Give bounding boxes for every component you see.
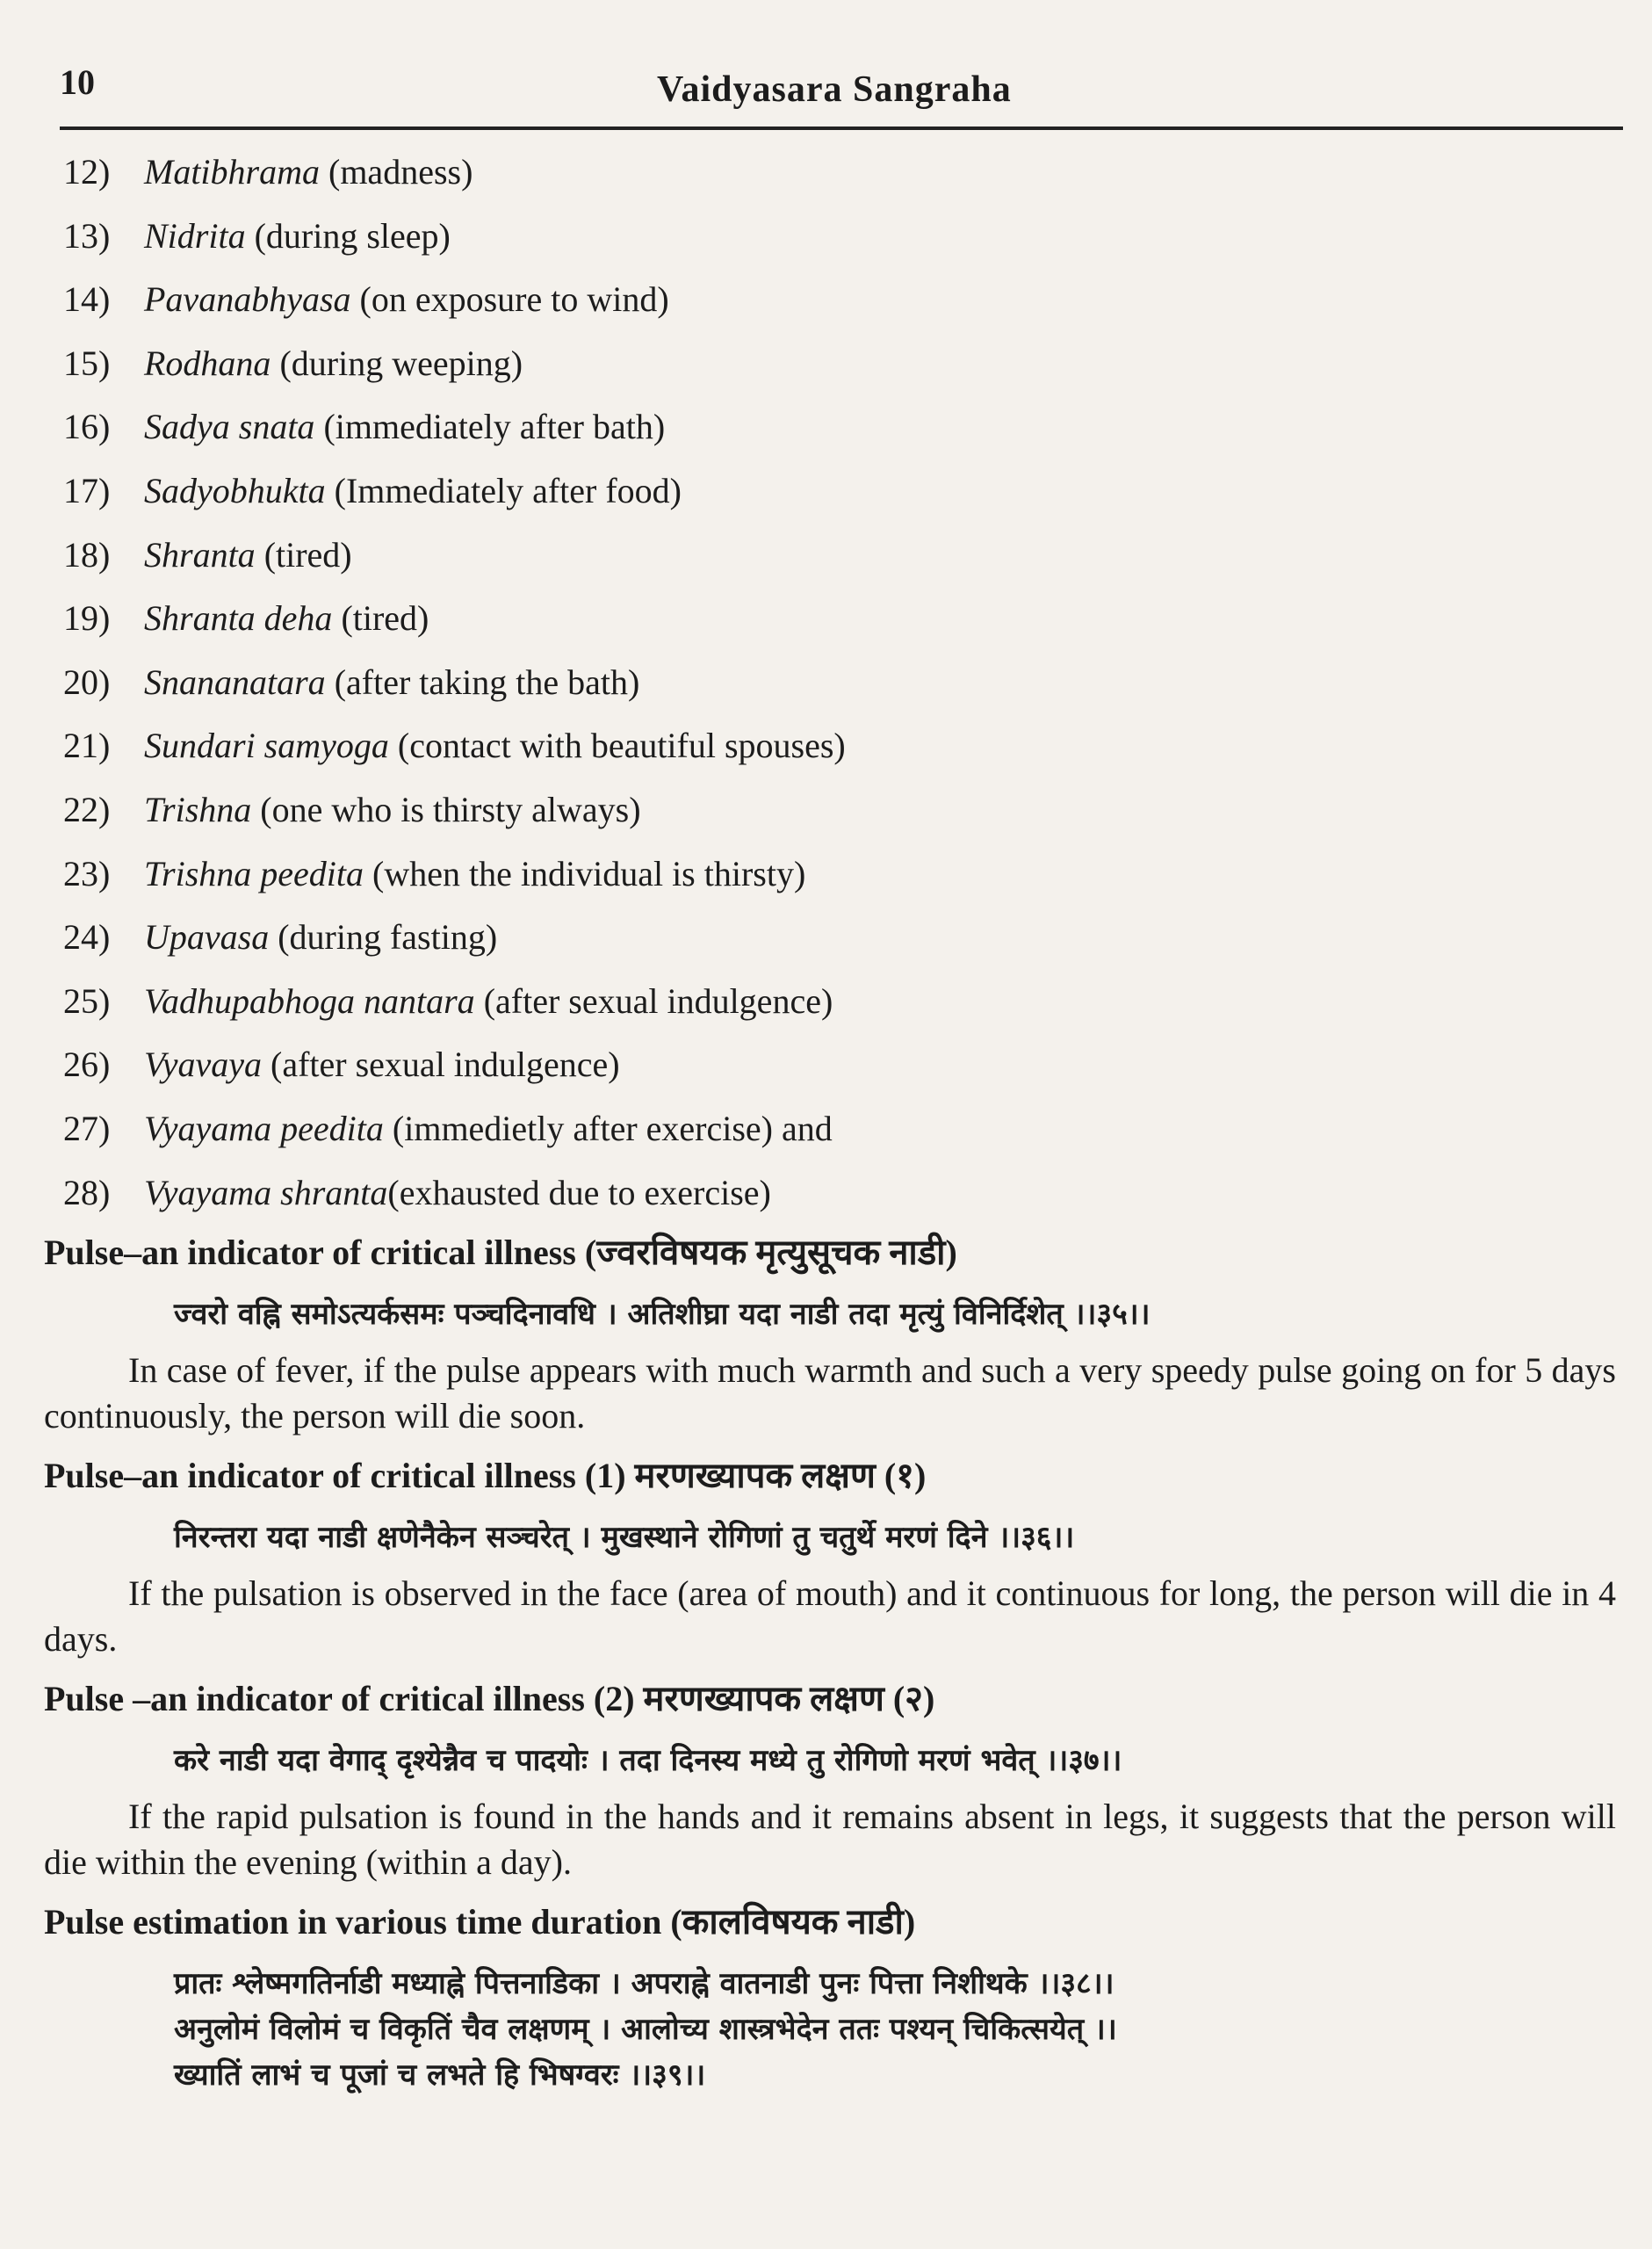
list-item-term: Sadya snata xyxy=(144,407,315,447)
list-item-number: 12) xyxy=(63,152,111,192)
list-item-term: Sundari samyoga xyxy=(144,726,389,766)
section xyxy=(44,1899,1616,2098)
list-item xyxy=(63,970,1591,1034)
list-item-term: Shranta xyxy=(144,534,256,575)
list-item-number: 24) xyxy=(63,917,111,958)
term-list xyxy=(63,141,1591,1225)
verse-line: निरन्तरा यदा नाडी क्षणेनैकेन सञ्चरेत् । मुखस्थाने रोगिणां तु चतुर्थे मरणं दिने ।।३६।। xyxy=(174,1520,1075,1555)
list-item-term: Sadyobhukta xyxy=(144,470,326,510)
list-item-gloss: (tired) xyxy=(255,534,352,575)
list-item-number: 26) xyxy=(63,1045,111,1085)
list-item-term: Nidrita xyxy=(144,215,246,256)
list-item xyxy=(63,778,1591,842)
list-item-gloss: (during weeping) xyxy=(271,343,523,383)
list-item-gloss: (after sexual indulgence) xyxy=(262,1045,620,1085)
sections xyxy=(44,1230,1616,2110)
sanskrit-verse xyxy=(44,1515,1616,1560)
list-item-term: Vyayama peedita xyxy=(144,1108,384,1148)
section xyxy=(44,1453,1616,1662)
list-item-gloss: (immedietly after exercise) and xyxy=(383,1108,833,1148)
list-item-gloss: (one who is thirsty always) xyxy=(251,789,641,829)
page-header xyxy=(60,54,1623,134)
list-item-gloss: (during fasting) xyxy=(269,917,498,958)
translation-paragraph: If the pulsation is observed in the face (area of mouth) and it continuous for long, the person will die in 4 days. xyxy=(44,1573,1616,1659)
list-item-gloss: (Immediately after food) xyxy=(325,470,682,510)
list-item-gloss: (after taking the bath) xyxy=(325,662,640,702)
list-item-number: 23) xyxy=(63,853,111,893)
verse-line: करे नाडी यदा वेगाद् दृश्येन्नैव च पादयोः । तदा दिनस्य मध्ये तु रोगिणो मरणं भवेत् ।।३७।। xyxy=(174,1743,1122,1778)
list-item xyxy=(63,1033,1591,1097)
list-item-number: 19) xyxy=(63,598,111,639)
list-item xyxy=(63,1161,1591,1226)
list-item-term: Matibhrama xyxy=(144,152,320,192)
list-item-number: 13) xyxy=(63,215,111,256)
section-heading: Pulse–an indicator of critical illness (ज्वरविषयक मृत्युसूचक नाडी) xyxy=(44,1233,957,1272)
verse-line: ख्यातिं लाभं च पूजां च लभते हि भिषग्वरः ।।३९।। xyxy=(174,2057,706,2093)
sanskrit-verse xyxy=(44,1291,1616,1337)
running-title: Vaidyasara Sangraha xyxy=(657,69,1012,110)
list-item-term: Vyayama shranta xyxy=(144,1172,388,1212)
verse-line: प्रातः श्लेष्मगतिर्नाडी मध्याह्ने पित्तनाडिका । अपराह्ने वातनाडी पुनः पित्ता निशीथके ।।३८।। xyxy=(174,1966,1115,2001)
section xyxy=(44,1230,1616,1439)
section-heading: Pulse –an indicator of critical illness (2) मरणख्यापक लक्षण (२) xyxy=(44,1679,935,1718)
list-item xyxy=(63,268,1591,332)
list-item-gloss: (on exposure to wind) xyxy=(350,279,669,320)
page-number: 10 xyxy=(60,62,95,102)
list-item xyxy=(63,1097,1591,1161)
list-item xyxy=(63,842,1591,907)
section-heading: Pulse–an indicator of critical illness (1) मरणख्यापक लक्षण (१) xyxy=(44,1456,927,1495)
list-item-gloss: (after sexual indulgence) xyxy=(474,980,833,1021)
verse-line: ज्वरो वह्नि समोऽत्यर्कसमः पञ्चदिनावधि । अतिशीघ्रा यदा नाडी तदा मृत्युं विनिर्दिशेत् ।।३५।। xyxy=(174,1297,1151,1332)
list-item xyxy=(63,395,1591,459)
list-item-gloss: (madness) xyxy=(320,152,473,192)
list-item xyxy=(63,587,1591,651)
list-item xyxy=(63,459,1591,524)
list-item-term: Vyavaya xyxy=(144,1045,263,1085)
list-item-number: 18) xyxy=(63,534,111,575)
verse-line: अनुलोमं विलोमं च विकृतिं चैव लक्षणम् । आलोच्य शास्त्रभेदेन ततः पश्यन् चिकित्सयेत् ।। xyxy=(174,2012,1117,2047)
list-item xyxy=(63,906,1591,970)
list-item-number: 27) xyxy=(63,1108,111,1148)
list-item-term: Trishna xyxy=(144,789,252,829)
list-item-number: 17) xyxy=(63,470,111,510)
list-item-gloss: (exhausted due to exercise) xyxy=(387,1172,771,1212)
header-rule xyxy=(60,127,1623,130)
list-item-term: Snananatara xyxy=(144,662,326,702)
list-item-gloss: (during sleep) xyxy=(245,215,451,256)
list-item-term: Pavanabhyasa xyxy=(144,279,351,320)
list-item-number: 14) xyxy=(63,279,111,320)
list-item-term: Vadhupabhoga nantara xyxy=(144,980,475,1021)
list-item-number: 15) xyxy=(63,343,111,383)
list-item-number: 20) xyxy=(63,662,111,702)
sanskrit-verse xyxy=(44,1738,1616,1783)
list-item xyxy=(63,651,1591,715)
list-item xyxy=(63,332,1591,396)
list-item-number: 21) xyxy=(63,726,111,766)
list-item-gloss: (immediately after bath) xyxy=(314,407,666,447)
list-item-number: 16) xyxy=(63,407,111,447)
list-item xyxy=(63,205,1591,269)
list-item-gloss: (when the individual is thirsty) xyxy=(364,853,806,893)
list-item xyxy=(63,714,1591,778)
sanskrit-verse xyxy=(44,1961,1616,2098)
list-item xyxy=(63,141,1591,205)
section xyxy=(44,1676,1616,1885)
translation-paragraph: In case of fever, if the pulse appears with much warmth and such a very speedy pulse going on for 5 days continuously, the person will die soon. xyxy=(44,1350,1616,1435)
list-item-term: Trishna peedita xyxy=(144,853,364,893)
translation-paragraph: If the rapid pulsation is found in the hands and it remains absent in legs, it suggests that the person will die within the evening (within a day). xyxy=(44,1797,1616,1882)
list-item-number: 28) xyxy=(63,1172,111,1212)
list-item-gloss: (tired) xyxy=(332,598,429,639)
list-item xyxy=(63,524,1591,588)
list-item-number: 22) xyxy=(63,789,111,829)
list-item-number: 25) xyxy=(63,980,111,1021)
section-heading: Pulse estimation in various time duration (कालविषयक नाडी) xyxy=(44,1902,916,1942)
list-item-term: Upavasa xyxy=(144,917,270,958)
list-item-gloss: (contact with beautiful spouses) xyxy=(388,726,846,766)
list-item-term: Rodhana xyxy=(144,343,271,383)
list-item-term: Shranta deha xyxy=(144,598,333,639)
